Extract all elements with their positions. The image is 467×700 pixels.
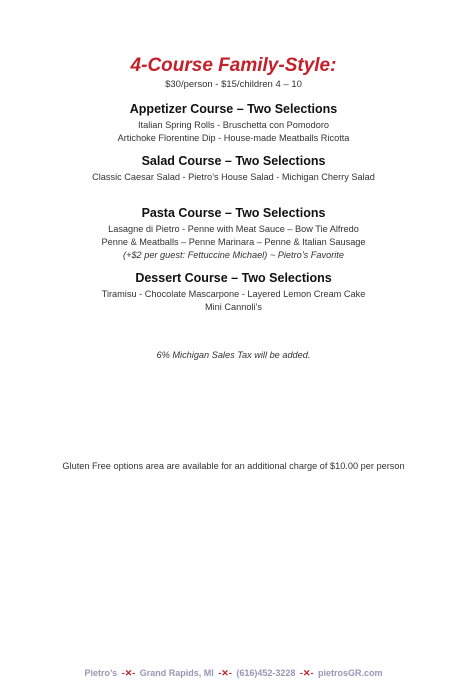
separator-icon: -✕- (218, 668, 232, 678)
dessert-section (0, 271, 467, 314)
footer-phone: (616)452-3228 (236, 668, 296, 678)
footer-website[interactable]: pietrosGR.com (317, 668, 383, 678)
menu-line: Penne & Meatballs – Penne Marinara – Penne & Italian Sausage (101, 237, 366, 247)
section-heading: Dessert Course – Two Selections (135, 271, 332, 285)
section-heading: Pasta Course – Two Selections (141, 206, 326, 220)
menu-line: Italian Spring Rolls - Bruschetta con Pomodoro (138, 120, 329, 130)
menu-line: Artichoke Florentine Dip - House-made Meatballs Ricotta (117, 133, 350, 143)
section-heading: Appetizer Course – Two Selections (129, 102, 338, 116)
menu-line: Classic Caesar Salad - Pietro’s House Salad - Michigan Cherry Salad (92, 172, 375, 182)
footer-city: Grand Rapids, MI (139, 668, 214, 678)
separator-icon: -✕- (121, 668, 136, 678)
footer-name: Pietro’s (84, 668, 118, 678)
section-heading: Salad Course – Two Selections (141, 154, 326, 168)
menu-line: Lasagne di Pietro - Penne with Meat Sauce – Bow Tie Alfredo (108, 224, 359, 234)
footer (0, 668, 467, 679)
pasta-section (0, 206, 467, 262)
salad-section (0, 154, 467, 184)
menu-line: Mini Cannoli’s (204, 302, 263, 312)
page-title: 4-Course Family-Style: (130, 55, 337, 76)
gluten-free-note: Gluten Free options area are available for an additional charge of $10.00 per person (62, 461, 405, 471)
tax-note: 6% Michigan Sales Tax will be added. (156, 350, 311, 360)
menu-line: Tiramisu - Chocolate Mascarpone - Layered Lemon Cream Cake (101, 289, 366, 299)
menu-line-note: (+$2 per guest: Fettuccine Michael) ~ Pietro’s Favorite (123, 250, 344, 260)
appetizer-section (0, 102, 467, 145)
separator-icon: -✕- (299, 668, 314, 678)
price-line: $30/person - $15/children 4 – 10 (165, 79, 302, 90)
